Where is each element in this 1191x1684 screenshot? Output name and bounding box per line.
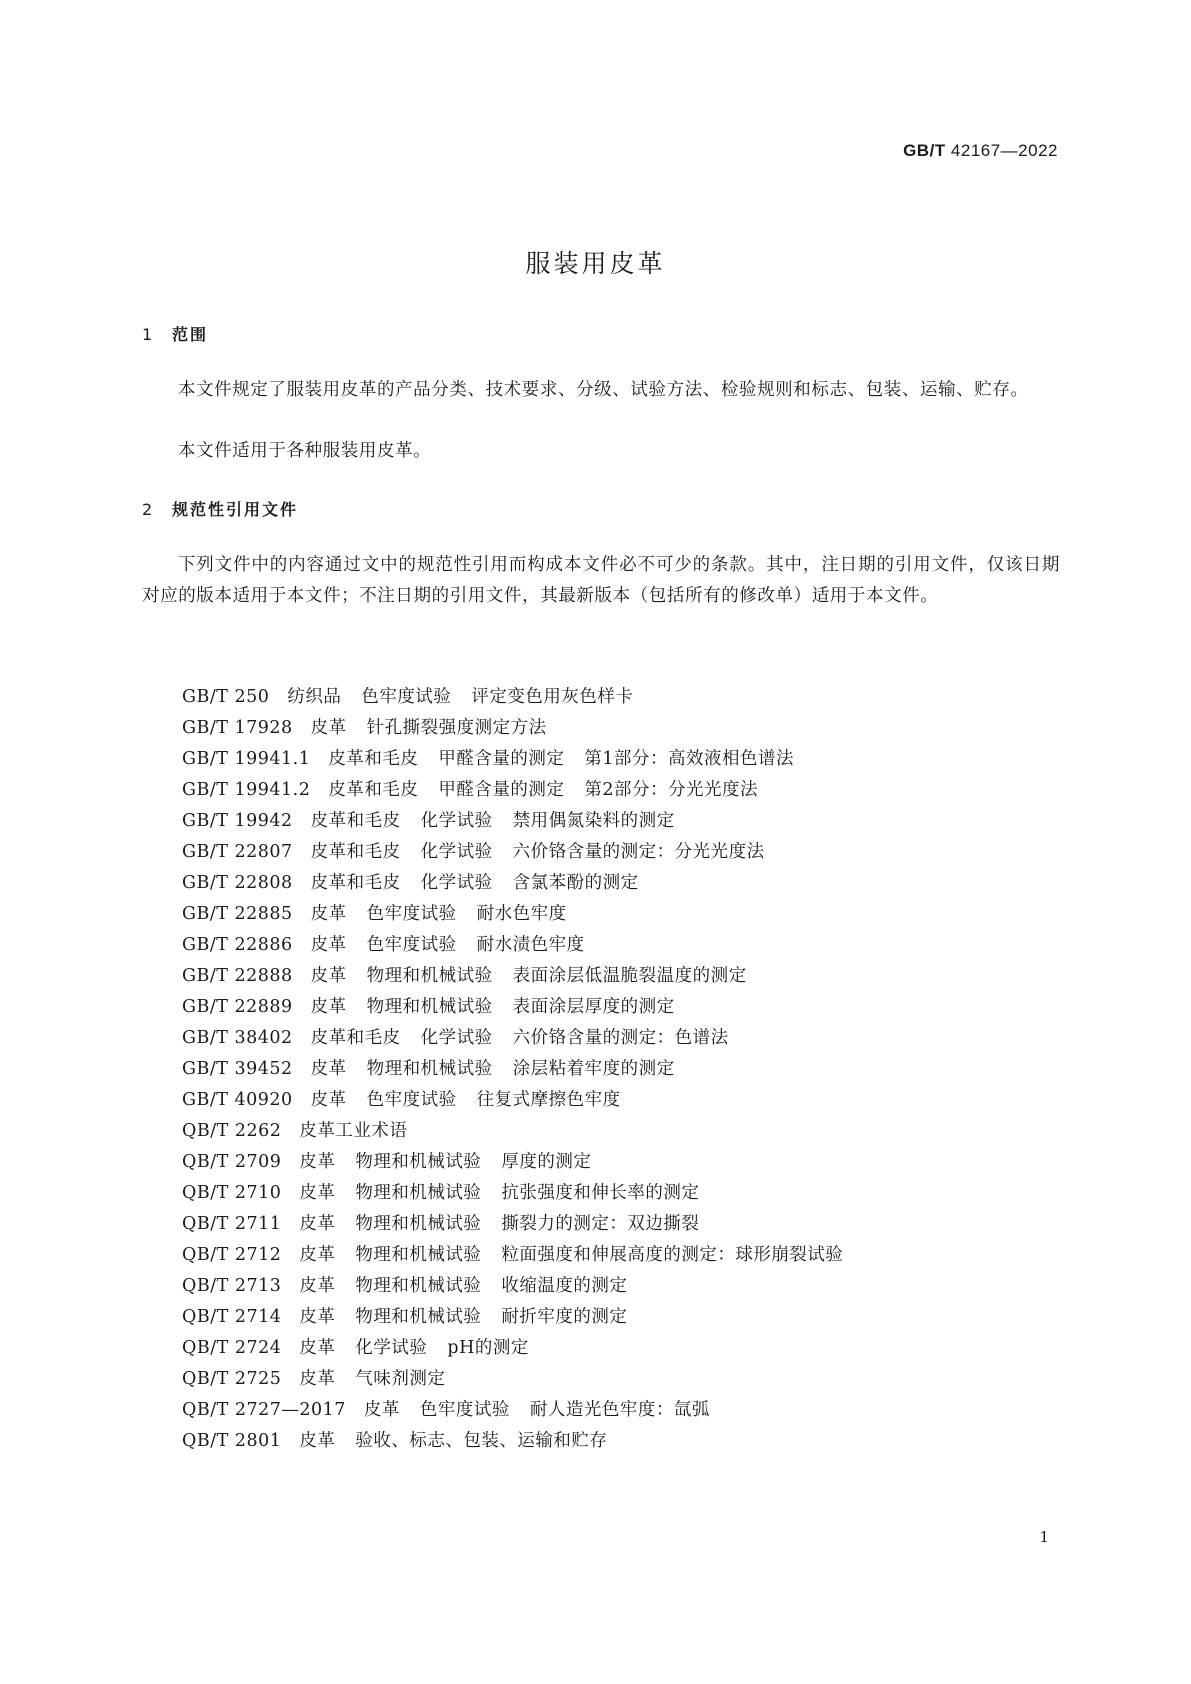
reference-code: QB/T 2711 [182,1214,282,1234]
reference-title-part: 皮革 [310,935,347,955]
reference-title-part: 皮革 [299,1245,336,1265]
reference-title-part: 皮革 [299,1431,336,1451]
reference-title-part: 色牢度试验 [419,1400,510,1420]
reference-title-part: 验收、标志、包装、运输和贮存 [355,1431,608,1451]
document-title: 服装用皮革 [525,249,666,278]
reference-item [182,961,863,992]
reference-code: GB/T 38402 [182,1028,293,1048]
reference-item [182,837,863,868]
reference-code: QB/T 2727—2017 [182,1400,346,1420]
scope-paragraph-1: 本文件规定了服装用皮革的产品分类、技术要求、分级、试验方法、检验规则和标志、包装、运输、贮存。 [177,380,1029,400]
reference-code: GB/T 40920 [182,1090,293,1110]
reference-title-part: 耐水色牢度 [476,904,567,924]
reference-code: QB/T 2725 [182,1369,282,1389]
reference-code: QB/T 2724 [182,1338,282,1358]
reference-title-part: 化学试验 [355,1338,428,1358]
reference-title-part: 气味剂测定 [355,1369,446,1389]
reference-item [182,1085,863,1116]
reference-title-part: 评定变色用灰色样卡 [471,687,634,707]
reference-item [182,1333,863,1364]
reference-title-part: 皮革 [310,1090,347,1110]
reference-title-part: 皮革 [299,1214,336,1234]
reference-title-part: 皮革 [310,966,347,986]
reference-title-part: 皮革和毛皮 [310,1028,401,1048]
reference-item [182,744,863,775]
reference-code: GB/T 22886 [182,935,293,955]
reference-title-part: 耐折牢度的测定 [501,1307,628,1327]
standard-code: 42167—2022 [950,141,1058,160]
reference-item [182,1209,863,1240]
reference-title-part: 皮革 [299,1276,336,1296]
reference-title-part: 皮革和毛皮 [310,811,401,831]
reference-title-part: 甲醛含量的测定 [438,780,565,800]
reference-title-part: 物理和机械试验 [355,1307,482,1327]
reference-code: QB/T 2801 [182,1431,282,1451]
reference-code: GB/T 17928 [182,718,293,738]
reference-title-part: 物理和机械试验 [355,1214,482,1234]
reference-code: QB/T 2714 [182,1307,282,1327]
reference-title-part: 皮革 [299,1338,336,1358]
reference-item [182,1271,863,1302]
reference-title-part: 耐水渍色牢度 [476,935,585,955]
reference-title-part: 皮革 [299,1369,336,1389]
reference-title-part: 色牢度试验 [366,904,457,924]
section-1-number: 1 [142,325,155,344]
reference-list [182,682,863,1457]
reference-title-part: 粒面强度和伸展高度的测定：球形崩裂试验 [501,1245,844,1265]
reference-title-part: 皮革 [310,997,347,1017]
references-intro: 下列文件中的内容通过文中的规范性引用而构成本文件必不可少的条款。其中，注日期的引用文件，仅该日期对应的版本适用于本文件；不注日期的引用文件，其最新版本（包括所有的修改单）适用于本文件。 [142,555,1060,606]
reference-title-part: 皮革 [310,904,347,924]
reference-title-part: 化学试验 [420,1028,493,1048]
reference-title-part: 皮革和毛皮 [328,780,419,800]
reference-title-part: 往复式摩擦色牢度 [476,1090,621,1110]
reference-code: QB/T 2262 [182,1121,282,1141]
reference-item [182,868,863,899]
reference-title-part: 皮革和毛皮 [310,873,401,893]
reference-title-part: 禁用偶氮染料的测定 [512,811,675,831]
reference-title-part: 针孔撕裂强度测定方法 [366,718,547,738]
reference-title-part: 物理和机械试验 [355,1152,482,1172]
reference-title-part: 物理和机械试验 [355,1183,482,1203]
reference-item [182,1426,863,1457]
reference-title-part: 抗张强度和伸长率的测定 [501,1183,700,1203]
reference-code: QB/T 2709 [182,1152,282,1172]
reference-code: GB/T 22807 [182,842,293,862]
reference-title-part: 物理和机械试验 [366,966,493,986]
reference-title-part: 皮革 [310,718,347,738]
reference-item [182,992,863,1023]
reference-item [182,899,863,930]
reference-code: QB/T 2712 [182,1245,282,1265]
reference-code: GB/T 22889 [182,997,293,1017]
section-2-heading [142,497,298,520]
reference-item [182,1178,863,1209]
reference-item [182,1302,863,1333]
reference-item [182,1364,863,1395]
reference-title-part: 厚度的测定 [501,1152,592,1172]
reference-title-part: 化学试验 [420,811,493,831]
reference-title-part: 纺织品 [287,687,342,707]
reference-title-part: 色牢度试验 [366,935,457,955]
reference-item [182,1147,863,1178]
section-1-heading [142,322,208,345]
reference-title-part: 皮革 [363,1400,400,1420]
reference-title-part: 第1部分：高效液相色谱法 [584,749,794,769]
reference-title-part: 撕裂力的测定：双边撕裂 [501,1214,700,1234]
reference-item [182,1395,863,1426]
reference-item [182,1023,863,1054]
reference-title-part: 皮革 [299,1307,336,1327]
reference-title-part: 第2部分：分光光度法 [584,780,758,800]
reference-title-part: 皮革工业术语 [299,1121,408,1141]
reference-title-part: 皮革和毛皮 [310,842,401,862]
standard-prefix: GB/T [903,141,946,160]
reference-code: GB/T 22888 [182,966,293,986]
reference-code: QB/T 2713 [182,1276,282,1296]
reference-title-part: 物理和机械试验 [355,1245,482,1265]
reference-item [182,775,863,806]
reference-title-part: 皮革 [299,1183,336,1203]
reference-title-part: 物理和机械试验 [366,997,493,1017]
reference-title-part: 物理和机械试验 [366,1059,493,1079]
reference-code: GB/T 250 [182,687,270,707]
reference-code: GB/T 19942 [182,811,293,831]
reference-code: GB/T 19941.1 [182,749,311,769]
reference-title-part: 六价铬含量的测定：色谱法 [512,1028,729,1048]
reference-title-part: pH的测定 [447,1338,529,1358]
reference-title-part: 色牢度试验 [366,1090,457,1110]
reference-title-part: 收缩温度的测定 [501,1276,628,1296]
reference-item [182,713,863,744]
reference-title-part: 色牢度试验 [361,687,452,707]
reference-item [182,806,863,837]
reference-title-part: 表面涂层低温脆裂温度的测定 [512,966,747,986]
reference-code: GB/T 19941.2 [182,780,311,800]
reference-code: GB/T 39452 [182,1059,293,1079]
section-2-title: 规范性引用文件 [172,500,299,519]
reference-title-part: 化学试验 [420,842,493,862]
reference-item [182,1054,863,1085]
reference-title-part: 皮革 [299,1152,336,1172]
section-2-number: 2 [142,500,155,519]
reference-title-part: 耐人造光色牢度：氙弧 [529,1400,710,1420]
reference-code: GB/T 22808 [182,873,293,893]
reference-item [182,930,863,961]
reference-title-part: 皮革 [310,1059,347,1079]
reference-title-part: 物理和机械试验 [355,1276,482,1296]
reference-item [182,1240,863,1271]
reference-code: GB/T 22885 [182,904,293,924]
reference-title-part: 含氯苯酚的测定 [512,873,639,893]
reference-title-part: 甲醛含量的测定 [438,749,565,769]
section-1-title: 范围 [172,325,209,344]
scope-paragraph-2: 本文件适用于各种服装用皮革。 [177,441,432,461]
page-number: 1 [1039,1528,1049,1546]
reference-item [182,1116,863,1147]
reference-item [182,682,863,713]
standard-number [903,141,1058,161]
reference-title-part: 表面涂层厚度的测定 [512,997,675,1017]
reference-title-part: 皮革和毛皮 [328,749,419,769]
reference-title-part: 化学试验 [420,873,493,893]
reference-code: QB/T 2710 [182,1183,282,1203]
reference-title-part: 涂层粘着牢度的测定 [512,1059,675,1079]
reference-title-part: 六价铬含量的测定：分光光度法 [512,842,765,862]
